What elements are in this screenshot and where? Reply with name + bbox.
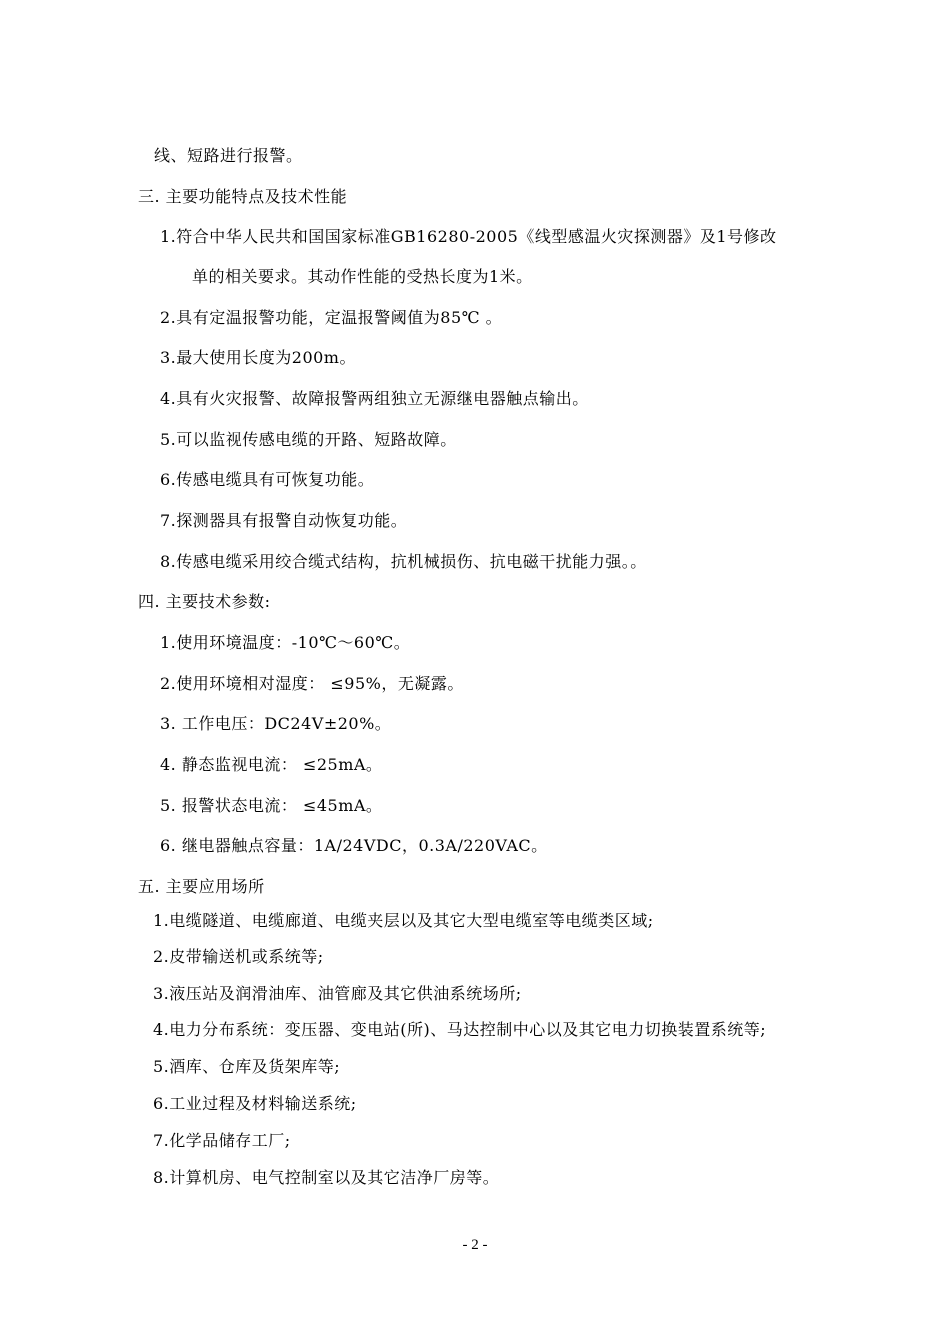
page-number: - 2 - [462, 1237, 488, 1253]
section-5-item-7: 7.化学品储存工厂; [153, 1131, 291, 1150]
section-3-item-2: 2.具有定温报警功能，定温报警阈值为85℃ 。 [160, 308, 503, 327]
section-5-item-5: 5.酒库、仓库及货架库等; [153, 1057, 341, 1076]
section-5-item-2: 2.皮带输送机或系统等; [153, 947, 324, 966]
section-4-item-3: 3. 工作电压：DC24V±20%。 [160, 714, 392, 733]
section-3-item-7: 7.探测器具有报警自动恢复功能。 [160, 511, 408, 530]
section-4-item-2: 2.使用环境相对湿度： ≤95%，无凝露。 [160, 674, 464, 693]
section-5-item-3: 3.液压站及润滑油库、油管廊及其它供油系统场所; [153, 984, 522, 1003]
section-4-item-4: 4. 静态监视电流： ≤25mA。 [160, 755, 383, 774]
section-4-item-5: 5. 报警状态电流： ≤45mA。 [160, 796, 383, 815]
section-3-item-3: 3.最大使用长度为200m。 [160, 348, 356, 367]
section-4-item-1: 1.使用环境温度：-10℃～60℃。 [160, 633, 411, 652]
section-5-heading: 五. 主要应用场所 [138, 877, 265, 896]
section-3-item-6: 6.传感电缆具有可恢复功能。 [160, 470, 375, 489]
section-3-item-8: 8.传感电缆采用绞合缆式结构，抗机械损伤、抗电磁干扰能力强。。 [160, 552, 647, 571]
section-3-item-1-cont: 单的相关要求。其动作性能的受热长度为1米。 [192, 267, 533, 286]
section-5-item-8: 8.计算机房、电气控制室以及其它洁净厂房等。 [153, 1168, 500, 1187]
section-3-heading: 三. 主要功能特点及技术性能 [138, 187, 348, 206]
section-3-item-5: 5.可以监视传感电缆的开路、短路故障。 [160, 430, 457, 449]
section-4-item-6: 6. 继电器触点容量：1A/24VDC，0.3A/220VAC。 [160, 836, 548, 855]
section-4-heading: 四. 主要技术参数: [138, 592, 271, 611]
section-3-item-1: 1.符合中华人民共和国国家标准GB16280-2005《线型感温火灾探测器》及1号修改 [160, 227, 777, 246]
section-3-item-4: 4.具有火灾报警、故障报警两组独立无源继电器触点输出。 [160, 389, 589, 408]
section-5-item-4: 4.电力分布系统：变压器、变电站(所)、马达控制中心以及其它电力切换装置系统等; [153, 1020, 767, 1039]
continuation-text: 线、短路进行报警。 [154, 146, 303, 165]
section-5-item-6: 6.工业过程及材料输送系统; [153, 1094, 357, 1113]
section-5-item-1: 1.电缆隧道、电缆廊道、电缆夹层以及其它大型电缆室等电缆类区域; [153, 911, 654, 930]
